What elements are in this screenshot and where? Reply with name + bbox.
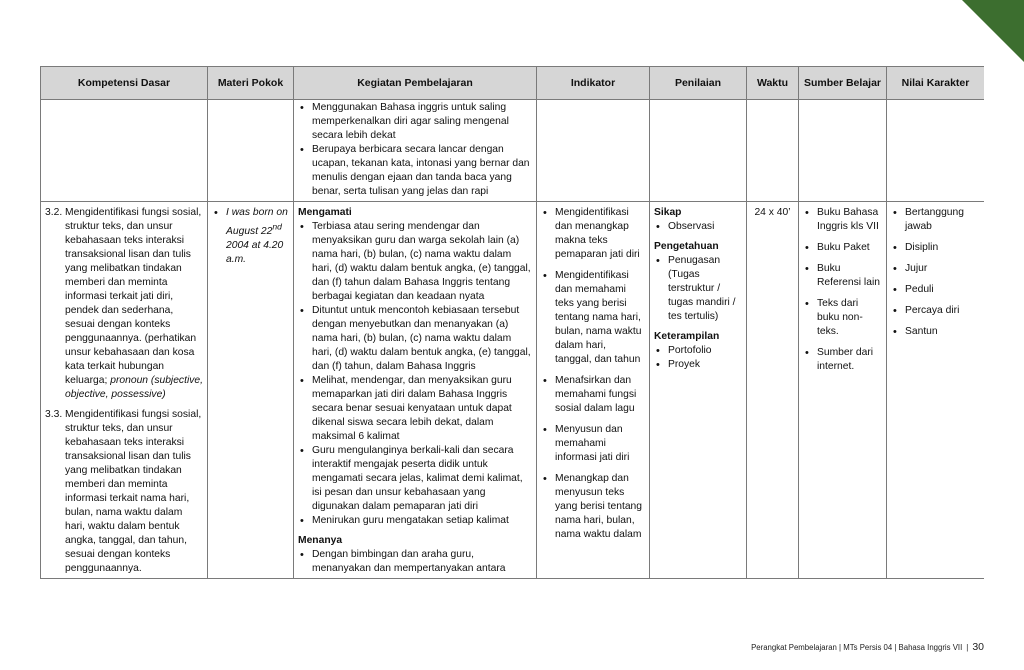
list-item: • Jujur	[891, 262, 980, 276]
header-sumber-belajar: Sumber Belajar	[799, 67, 887, 100]
list-item: • Portofolio	[654, 344, 742, 358]
corner-decoration	[962, 0, 1024, 62]
materi-superscript: nd	[272, 222, 282, 232]
list-item: • Guru mengulanginya berkali-kali dan secara interaktif mengajak peserta didik untuk mengamati secara jelas, kalimat demi kalimat, isi pesan dan unsur kebahasaan yang digunakan dalam pemaparan jati diri	[298, 444, 532, 514]
list-item: • Menirukan guru mengatakan setiap kalimat	[298, 514, 532, 528]
kd-item	[45, 408, 203, 576]
cell-empty	[799, 100, 887, 202]
cell-empty	[537, 100, 650, 202]
cell-empty	[887, 100, 985, 202]
list-item: • Penugasan (Tugas terstruktur / tugas mandiri / tes tertulis)	[654, 254, 742, 324]
penilaian-keterampilan-heading: Keterampilan	[654, 331, 720, 342]
kd-text: Mengidentifikasi fungsi sosial, struktur teks, dan unsur kebahasaan teks interaksi transaksional lisan dan tulis yang melibatkan tindakan memberi dan meminta informasi terkait nama hari, bulan, nama waktu dalam hari, waktu dalam bentuk angka, tanggal, dan tahun, sesuai dengan konteks penggunaannya.	[65, 409, 202, 574]
penilaian-pengetahuan-heading: Pengetahuan	[654, 241, 719, 252]
list-item: • Percaya diri	[891, 304, 980, 318]
section-heading-menanya: Menanya	[298, 535, 343, 546]
cell-kegiatan-continued	[294, 100, 537, 202]
cell-empty	[650, 100, 747, 202]
cell-materi-pokok	[208, 202, 294, 579]
list-item: • Mengidentifikasi dan memahami teks yang berisi tentang nama hari, bulan, nama waktu dalam hari, tanggal, dan tahun	[541, 269, 645, 367]
table-row-main	[41, 202, 985, 579]
rpp-table	[40, 66, 984, 579]
list-item: • Menangkap dan menyusun teks yang berisi tentang nama hari, bulan, nama waktu dalam	[541, 472, 645, 542]
list-item: • Dituntut untuk mencontoh kebiasaan tersebut dengan menyebutkan dan menanyakan (a) nama hari, (b) bulan, (c) nama waktu dalam hari, (d) waktu dalam bentuk angka, (e) tanggal, dan (f) tahun, dalam Bahasa Inggris	[298, 304, 532, 374]
cell-empty	[41, 100, 208, 202]
list-item: • Menyusun dan memahami informasi jati diri	[541, 423, 645, 465]
footer-text: Perangkat Pembelajaran | MTs Persis 04 | Bahasa Inggris VII	[751, 642, 963, 652]
list-item: • Terbiasa atau sering mendengar dan menyaksikan guru dan warga sekolah lain (a) nama hari, (b) bulan, (c) nama waktu dalam hari, (d) waktu dalam bentuk angka, (e) tanggal, dan (f) tahun dalam Bahasa Inggris tentang berbagai kegiatan dan keadaan nyata	[298, 220, 532, 304]
kd-item	[45, 206, 203, 402]
header-materi-pokok: Materi Pokok	[208, 67, 294, 100]
list-item: • Teks dari buku non-teks.	[803, 297, 882, 339]
cell-waktu: 24 x 40’	[747, 202, 799, 579]
list-item: • Menafsirkan dan memahami fungsi sosial dalam lagu	[541, 374, 645, 416]
list-item: • Buku Referensi lain	[803, 262, 882, 290]
footer-separator: |	[966, 642, 969, 652]
kd-italic-text: pronoun (subjective, objective, possessive)	[65, 375, 203, 400]
table-row-continuation	[41, 100, 985, 202]
header-kegiatan-pembelajaran: Kegiatan Pembelajaran	[294, 67, 537, 100]
cell-nilai-karakter	[887, 202, 985, 579]
list-item: • Bertanggung jawab	[891, 206, 980, 234]
cell-kegiatan-pembelajaran	[294, 202, 537, 579]
list-item: • Sumber dari internet.	[803, 346, 882, 374]
cell-indikator	[537, 202, 650, 579]
list-item: • Disiplin	[891, 241, 980, 255]
list-item: • Melihat, mendengar, dan menyaksikan guru memaparkan jati diri dalam Bahasa Inggris secara benar sesuai kenyataan untuk dapat dikenal siswa secara lebih dekat, dalam maksimal 6 kalimat	[298, 374, 532, 444]
section-heading-mengamati: Mengamati	[298, 207, 352, 218]
page-footer	[751, 641, 984, 653]
list-item: • Mengidentifikasi dan menangkap makna teks pemaparan jati diri	[541, 206, 645, 262]
kd-text: Mengidentifikasi fungsi sosial, struktur teks, dan unsur kebahasaan teks interaksi transaksional lisan dan tulis yang melibatkan tindakan memberi dan meminta informasi terkait jati diri, pendek dan sederhana, sesuai dengan konteks penggunaannya. (perhatikan unsur kebahasaan dan kosa kata terkait hubungan keluarga;	[65, 207, 202, 386]
list-item: • Buku Paket	[803, 241, 882, 255]
list-item: • Dengan bimbingan dan araha guru, menanyakan dan mempertanyakan antara	[298, 548, 532, 576]
materi-item	[212, 206, 289, 267]
materi-text: I was born on August 22	[226, 207, 288, 238]
list-item: • Menggunakan Bahasa inggris untuk saling memperkenalkan diri agar saling mengenal secara lebih dekat	[298, 101, 532, 143]
materi-text-rest: 2004 at 4.20 a.m.	[226, 240, 284, 266]
list-item: • Peduli	[891, 283, 980, 297]
cell-sumber-belajar	[799, 202, 887, 579]
cell-kompetensi-dasar	[41, 202, 208, 579]
page-number: 30	[972, 641, 984, 653]
kd-number: 3.2.	[45, 207, 63, 218]
cell-penilaian	[650, 202, 747, 579]
header-indikator: Indikator	[537, 67, 650, 100]
list-item: • Observasi	[654, 220, 742, 234]
document-page	[40, 66, 984, 632]
header-waktu: Waktu	[747, 67, 799, 100]
header-nilai-karakter: Nilai Karakter	[887, 67, 985, 100]
cell-empty	[747, 100, 799, 202]
list-item: • Buku Bahasa Inggris kls VII	[803, 206, 882, 234]
cell-empty	[208, 100, 294, 202]
header-kompetensi-dasar: Kompetensi Dasar	[41, 67, 208, 100]
kd-number: 3.3.	[45, 409, 63, 420]
list-item: • Berupaya berbicara secara lancar dengan ucapan, tekanan kata, intonasi yang bernar dan menulis dengan ejaan dan tanda baca yang benar, serta tulisan yang jelas dan rapi	[298, 143, 532, 199]
table-header-row	[41, 67, 985, 100]
list-item: • Santun	[891, 325, 980, 339]
header-penilaian: Penilaian	[650, 67, 747, 100]
penilaian-sikap-heading: Sikap	[654, 207, 682, 218]
list-item: • Proyek	[654, 358, 742, 372]
